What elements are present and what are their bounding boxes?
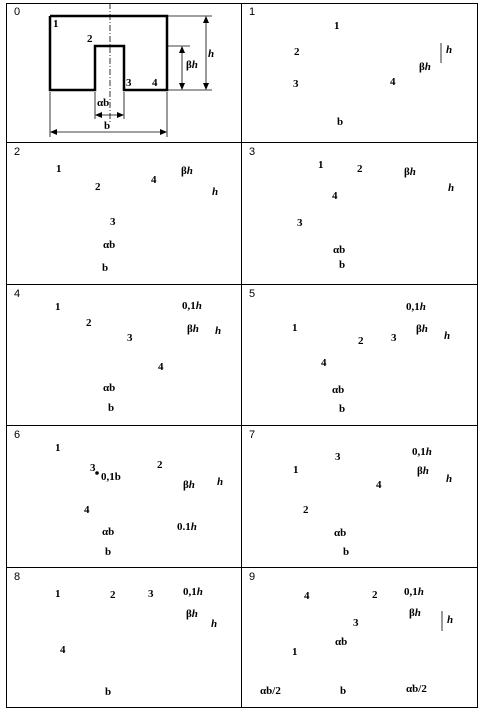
zone-2-label: 2 [303, 504, 309, 516]
zone-3-label: 3 [127, 332, 133, 344]
h-dimension: h [215, 325, 222, 337]
half-alpha-b-left-dimension: αb/2 [260, 685, 281, 697]
zone-1-label: 1 [292, 322, 298, 334]
beta-h-dimension: βh [419, 61, 431, 73]
alpha-b-dimension: αb [103, 239, 116, 251]
panel-number: 8 [14, 571, 21, 583]
zone-1-label: 1 [55, 301, 61, 313]
beta-h-dimension: βh [186, 59, 198, 71]
panel-6 [6, 426, 241, 567]
b-dimension: b [108, 402, 115, 414]
zone-2-label: 2 [86, 317, 92, 329]
zone-3-label: 3 [335, 451, 341, 463]
reference-dot [6, 426, 241, 567]
beta-h-dimension: βh [186, 608, 198, 620]
alpha-b-dimension: αb [332, 384, 345, 396]
b-dimension: b [104, 120, 111, 132]
beta-h-dimension: βh [404, 166, 416, 178]
zone-3-label: 3 [110, 216, 116, 228]
zone-1-label: 1 [292, 646, 298, 658]
zone-4-label: 4 [84, 504, 90, 516]
zone-1-label: 1 [334, 20, 340, 32]
h-dimension: h [448, 182, 455, 194]
tenth-h-dimension: 0.1h [177, 521, 197, 533]
zone-1-label: 1 [53, 18, 59, 30]
beta-h-dimension: βh [181, 165, 193, 177]
panel-9 [242, 568, 478, 708]
panel-number: 7 [249, 429, 256, 441]
alpha-b-dimension: αb [103, 382, 116, 394]
zone-4-label: 4 [390, 76, 396, 88]
h-dimension: h [208, 48, 215, 60]
beta-h-dimension: βh [409, 607, 421, 619]
h-dimension: h [444, 330, 451, 342]
zone-2-label: 2 [87, 33, 93, 45]
tenth-h-dimension: 0,1h [404, 586, 424, 598]
panel-0 [6, 3, 241, 142]
tenth-h-dimension: 0,1h [412, 446, 432, 458]
zone-3-label: 3 [391, 332, 397, 344]
panel-number: 2 [14, 146, 21, 158]
panel-4 [6, 285, 241, 425]
alpha-b-dimension: αb [335, 636, 348, 648]
panel-1 [242, 3, 478, 142]
zone-1-label: 1 [56, 163, 62, 175]
zone-3-label: 3 [293, 78, 299, 90]
panel-7 [242, 426, 478, 567]
zone-4-label: 4 [376, 479, 382, 491]
alpha-b-dimension: αb [334, 527, 347, 539]
zone-4-label: 4 [332, 190, 338, 202]
h-dimension: h [447, 614, 454, 626]
b-dimension: b [337, 116, 344, 128]
panel-5 [242, 285, 478, 425]
zone-4-label: 4 [151, 174, 157, 186]
zone-3-label: 3 [148, 588, 154, 600]
zone-4-label: 4 [152, 77, 158, 89]
zone-2-label: 2 [157, 459, 163, 471]
zone-4-label: 4 [321, 357, 327, 369]
b-dimension: b [343, 546, 350, 558]
zone-1-label: 1 [55, 588, 61, 600]
b-dimension: b [339, 259, 346, 271]
tenth-b-dimension: 0,1b [101, 471, 121, 483]
zone-4-label: 4 [158, 361, 164, 373]
zone-2-label: 2 [110, 589, 116, 601]
b-dimension: b [105, 546, 112, 558]
b-dimension: b [102, 262, 109, 274]
zone-3-label: 3 [126, 77, 132, 89]
beta-h-dimension: βh [187, 323, 199, 335]
tenth-h-dimension: 0,1h [182, 300, 202, 312]
panel-8 [6, 568, 241, 708]
alpha-b-dimension: αb [102, 526, 115, 538]
panel-number: 5 [249, 288, 256, 300]
panel-number: 1 [249, 6, 256, 18]
b-dimension: b [105, 686, 112, 698]
zone-3-label: 3 [353, 617, 359, 629]
panel-number: 9 [249, 571, 256, 583]
zone-2-label: 2 [372, 589, 378, 601]
tenth-h-dimension: 0,1h [183, 586, 203, 598]
zone-2-label: 2 [358, 335, 364, 347]
zone-4-label: 4 [60, 644, 66, 656]
panel-3 [242, 143, 478, 284]
h-dimension: h [211, 618, 218, 630]
panel-number: 6 [14, 429, 21, 441]
b-dimension: b [339, 403, 346, 415]
tenth-h-dimension: 0,1h [406, 301, 426, 313]
zone-3-label: 3 [90, 462, 96, 474]
zone-1-label: 1 [318, 159, 324, 171]
section-drawing [6, 3, 241, 142]
panel-number: 4 [14, 288, 21, 300]
h-dimension: h [446, 44, 453, 56]
zone-2-label: 2 [95, 181, 101, 193]
h-dimension-tick [242, 3, 478, 142]
b-dimension: b [340, 685, 347, 697]
zone-1-label: 1 [293, 464, 299, 476]
panel-number: 0 [14, 6, 21, 18]
beta-h-dimension: βh [183, 479, 195, 491]
zone-2-label: 2 [357, 163, 363, 175]
panel-number: 3 [249, 146, 256, 158]
alpha-b-dimension: αb [333, 244, 346, 256]
h-dimension: h [212, 186, 219, 198]
zone-3-label: 3 [297, 217, 303, 229]
zone-2-label: 2 [294, 46, 300, 58]
h-dimension: h [446, 473, 453, 485]
alpha-b-dimension: αb [97, 97, 110, 109]
panel-2 [6, 143, 241, 284]
h-dimension: h [217, 476, 224, 488]
beta-h-dimension: βh [417, 465, 429, 477]
zone-1-label: 1 [55, 442, 61, 454]
half-alpha-b-right-dimension: αb/2 [406, 683, 427, 695]
beta-h-dimension: βh [416, 323, 428, 335]
zone-4-label: 4 [304, 590, 310, 602]
